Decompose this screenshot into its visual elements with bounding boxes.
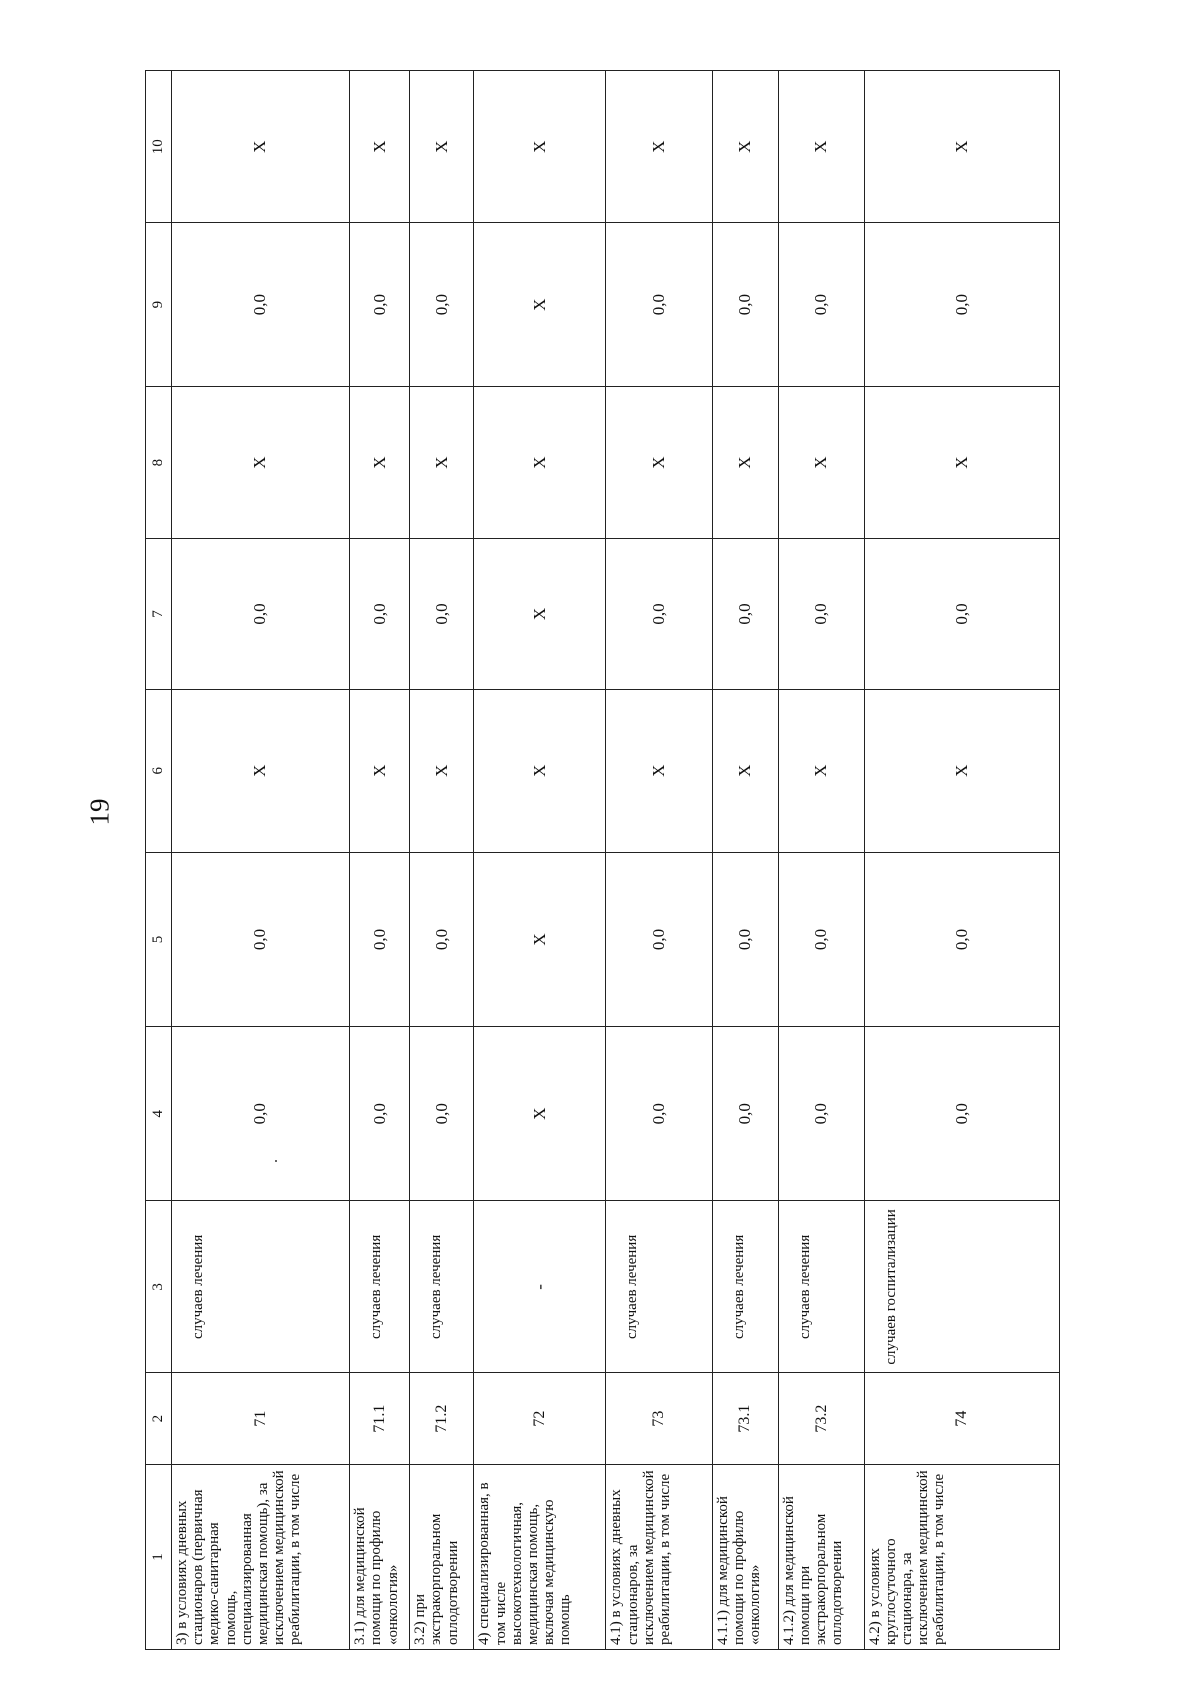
- cell-col-9: 0,0: [410, 223, 474, 386]
- cell-col-6: X: [350, 689, 410, 852]
- scan-speck: [275, 1160, 277, 1162]
- data-table: [145, 70, 1060, 1650]
- cell-col-10: X: [606, 71, 712, 224]
- cell-col-6: X: [864, 689, 1059, 852]
- table-row: [172, 71, 350, 1650]
- cell-col-5: 0,0: [606, 852, 712, 1026]
- row-unit: -: [474, 1201, 606, 1373]
- column-header-9: 9: [146, 223, 172, 386]
- cell-col-10: X: [474, 71, 606, 224]
- cell-col-9: 0,0: [778, 223, 864, 386]
- cell-col-9: 0,0: [172, 223, 350, 386]
- column-header-7: 7: [146, 539, 172, 689]
- cell-col-9: X: [474, 223, 606, 386]
- cell-col-6: X: [712, 689, 778, 852]
- table-row: [712, 71, 778, 1650]
- cell-col-8: X: [474, 386, 606, 538]
- table-row: [474, 71, 606, 1650]
- cell-col-5: 0,0: [712, 852, 778, 1026]
- cell-col-8: X: [410, 386, 474, 538]
- cell-col-7: 0,0: [712, 539, 778, 689]
- cell-col-7: 0,0: [172, 539, 350, 689]
- page-number: 19: [84, 798, 115, 826]
- cell-col-9: 0,0: [864, 223, 1059, 386]
- cell-col-6: X: [172, 689, 350, 852]
- cell-col-9: 0,0: [350, 223, 410, 386]
- cell-col-4: 0,0: [172, 1027, 350, 1201]
- cell-col-6: X: [778, 689, 864, 852]
- row-line-number: 73: [606, 1373, 712, 1464]
- row-name: 4.1.1) для медицинской помощи по профилю «онкология»: [712, 1464, 778, 1649]
- row-unit: случаев лечения: [712, 1201, 778, 1373]
- row-name: 4) специализированная, в том числе высокотехнологичная, медицинская помощь, включая медицинскую помощь: [474, 1464, 606, 1649]
- row-line-number: 74: [864, 1373, 1059, 1464]
- row-line-number: 71.1: [350, 1373, 410, 1464]
- table-row: [410, 71, 474, 1650]
- cell-col-8: X: [778, 386, 864, 538]
- column-header-4: 4: [146, 1027, 172, 1201]
- row-unit: случаев госпитализации: [864, 1201, 1059, 1373]
- row-name: 3.1) для медицинской помощи по профилю «онкология»: [350, 1464, 410, 1649]
- cell-col-4: 0,0: [864, 1027, 1059, 1201]
- row-name: 4.1.2) для медицинской помощи при экстракорпоральном оплодотворении: [778, 1464, 864, 1649]
- cell-col-10: X: [410, 71, 474, 224]
- row-name: 3) в условиях дневных стационаров (первичная медико-санитарная помощь, специализированная медицинская помощь), за исключением медицинской реабилитации, в том числе: [172, 1464, 350, 1649]
- cell-col-7: 0,0: [778, 539, 864, 689]
- row-name: 4.1) в условиях дневных стационаров, за исключением медицинской реабилитации, в том числе: [606, 1464, 712, 1649]
- cell-col-7: 0,0: [410, 539, 474, 689]
- cell-col-8: X: [172, 386, 350, 538]
- row-name: 4.2) в условиях круглосуточного стационара, за исключением медицинской реабилитации, в том числе: [864, 1464, 1059, 1649]
- row-unit: случаев лечения: [172, 1201, 350, 1373]
- cell-col-7: 0,0: [350, 539, 410, 689]
- cell-col-5: 0,0: [410, 852, 474, 1026]
- cell-col-4: 0,0: [778, 1027, 864, 1201]
- cell-col-5: 0,0: [778, 852, 864, 1026]
- cell-col-4: 0,0: [410, 1027, 474, 1201]
- table-row: [350, 71, 410, 1650]
- column-header-10: 10: [146, 71, 172, 224]
- cell-col-8: X: [712, 386, 778, 538]
- row-line-number: 71: [172, 1373, 350, 1464]
- cell-col-9: 0,0: [606, 223, 712, 386]
- cell-col-8: X: [350, 386, 410, 538]
- column-header-8: 8: [146, 386, 172, 538]
- table-row: [778, 71, 864, 1650]
- cell-col-4: 0,0: [350, 1027, 410, 1201]
- cell-col-7: X: [474, 539, 606, 689]
- cell-col-5: 0,0: [350, 852, 410, 1026]
- row-unit: случаев лечения: [778, 1201, 864, 1373]
- column-header-1: 1: [146, 1464, 172, 1649]
- table-row: [606, 71, 712, 1650]
- row-line-number: 71.2: [410, 1373, 474, 1464]
- cell-col-4: X: [474, 1027, 606, 1201]
- row-unit: случаев лечения: [410, 1201, 474, 1373]
- cell-col-10: X: [350, 71, 410, 224]
- cell-col-6: X: [474, 689, 606, 852]
- cell-col-7: 0,0: [606, 539, 712, 689]
- cell-col-10: X: [864, 71, 1059, 224]
- row-name: 3.2) при экстракорпоральном оплодотворении: [410, 1464, 474, 1649]
- row-line-number: 72: [474, 1373, 606, 1464]
- cell-col-9: 0,0: [712, 223, 778, 386]
- column-header-6: 6: [146, 689, 172, 852]
- cell-col-4: 0,0: [712, 1027, 778, 1201]
- column-header-5: 5: [146, 852, 172, 1026]
- row-unit: случаев лечения: [350, 1201, 410, 1373]
- column-header-2: 2: [146, 1373, 172, 1464]
- cell-col-8: X: [606, 386, 712, 538]
- cell-col-10: X: [712, 71, 778, 224]
- cell-col-10: X: [778, 71, 864, 224]
- column-header-3: 3: [146, 1201, 172, 1373]
- row-line-number: 73.2: [778, 1373, 864, 1464]
- cell-col-8: X: [864, 386, 1059, 538]
- cell-col-6: X: [410, 689, 474, 852]
- cell-col-5: 0,0: [864, 852, 1059, 1026]
- table-row: [864, 71, 1059, 1650]
- cell-col-5: 0,0: [172, 852, 350, 1026]
- cell-col-5: X: [474, 852, 606, 1026]
- cell-col-7: 0,0: [864, 539, 1059, 689]
- cell-col-10: X: [172, 71, 350, 224]
- rotated-table-container: [145, 70, 1060, 1650]
- header-row: [146, 71, 172, 1650]
- cell-col-4: 0,0: [606, 1027, 712, 1201]
- cell-col-6: X: [606, 689, 712, 852]
- row-unit: случаев лечения: [606, 1201, 712, 1373]
- row-line-number: 73.1: [712, 1373, 778, 1464]
